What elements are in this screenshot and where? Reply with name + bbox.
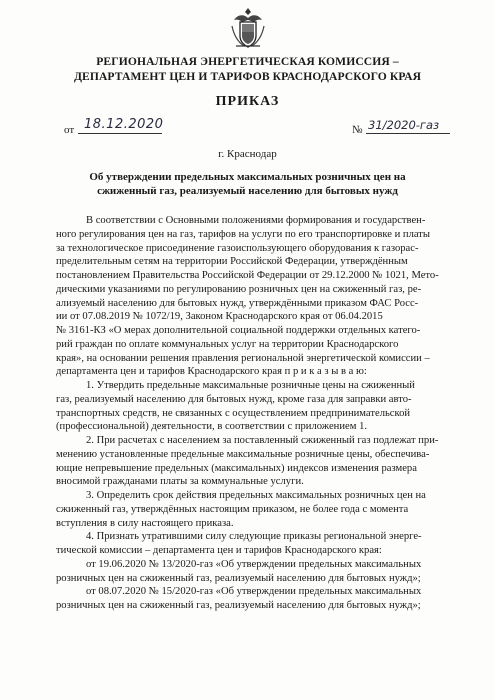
- body-line: тической комиссии – департамента цен и тарифов Краснодарского края:: [56, 545, 382, 556]
- body-line: края», на основании решения правления региональной энергетической комиссии –: [56, 352, 430, 364]
- city-line: г. Краснодар: [218, 148, 277, 160]
- number-label: №: [352, 124, 363, 136]
- number-underline: [366, 133, 450, 134]
- body-line: постановлением Правительства Российской Федерации от 29.12.2000 № 1021, Мето-: [56, 270, 439, 281]
- body-line: департамента цен и тарифов Краснодарского края п р и к а з ы в а ю:: [56, 366, 367, 378]
- body-line: 1. Утвердить предельные максимальные розничные цены на сжиженный: [86, 380, 415, 391]
- body-line: В соответствии с Основными положениями формирования и государствен-: [86, 215, 426, 226]
- document-title: ПРИКАЗ: [215, 94, 280, 109]
- body-line: за технологическое присоединение газоиспользующего оборудования к газорас-: [56, 242, 419, 254]
- body-line: от 19.06.2020 № 13/2020-газ «Об утверждении предельных максимальных: [86, 558, 422, 570]
- body-line: пределительным сетям на территории Российской Федерации, утверждённым: [56, 256, 408, 268]
- body-line: вступления в силу настоящего приказа.: [56, 517, 234, 529]
- body-line: транспортных средств, не связанных с осуществлением предпринимательской: [56, 407, 411, 419]
- body-line: ии от 07.08.2019 № 1072/19, Законом Краснодарского края от 06.04.2015: [56, 311, 383, 323]
- organization-name-line-1: РЕГИОНАЛЬНАЯ ЭНЕРГЕТИЧЕСКАЯ КОМИССИЯ –: [96, 55, 399, 68]
- body-line: дическими указаниями по регулированию розничных цен на сжиженный газ, ре-: [56, 283, 422, 295]
- subject-line-1: Об утверждении предельных максимальных розничных цен на: [89, 171, 406, 183]
- handwritten-number: 31/2020-газ: [368, 118, 440, 132]
- body-line: менению установленные предельные максимальные розничные цены, обеспечива-: [56, 448, 430, 460]
- body-line: 4. Признать утратившими силу следующие приказы региональной энерге-: [86, 531, 422, 543]
- body-line: вносимой гражданами платы за коммунальные услуги.: [56, 476, 304, 488]
- date-underline: [78, 133, 162, 134]
- body-line: (профессиональной) деятельности, в соответствии с приложением 1.: [56, 421, 368, 433]
- body-line: ющие непревышение предельных (максимальных) индексов изменения размера: [56, 462, 417, 474]
- body-line: от 08.07.2020 № 15/2020-газ «Об утверждении предельных максимальных: [86, 586, 422, 598]
- body-line: розничных цен на сжиженный газ, реализуемый населению для бытовых нужд»;: [56, 600, 421, 611]
- body-line: газ, реализуемый населению для бытовых нужд, кроме газа для заправки авто-: [56, 393, 412, 405]
- order-subject: [60, 170, 435, 198]
- subject-line-2: сжиженный газ, реализуемый населению для бытовых нужд: [97, 185, 398, 197]
- coat-of-arms-emblem: [228, 6, 268, 50]
- body-line: сжиженный газ, утверждённых настоящим приказом, не более года с момента: [56, 503, 409, 515]
- handwritten-date: 18.12.2020: [84, 117, 164, 132]
- body-line: рий граждан по оплате коммунальных услуг на территории Краснодарского: [56, 338, 399, 350]
- body-line: ализуемый населению для бытовых нужд, утверждёнными приказом ФАС Росс-: [56, 297, 419, 309]
- date-label: от: [64, 124, 75, 136]
- body-line: ного регулирования цен на газ, тарифов на услуги по его транспортировке и платы: [56, 228, 431, 240]
- body-line: розничных цен на сжиженный газ, реализуемый населению для бытовых нужд»;: [56, 572, 421, 584]
- body-line: 2. При расчетах с населением за поставленный сжиженный газ подлежат при-: [86, 435, 439, 446]
- organization-name-line-2: ДЕПАРТАМЕНТ ЦЕН И ТАРИФОВ КРАСНОДАРСКОГО КРАЯ: [73, 70, 422, 83]
- body-line: № 3161-КЗ «О мерах дополнительной социальной поддержки отдельных катего-: [56, 325, 421, 336]
- body-line: 3. Определить срок действия предельных максимальных розничных цен на: [86, 490, 426, 501]
